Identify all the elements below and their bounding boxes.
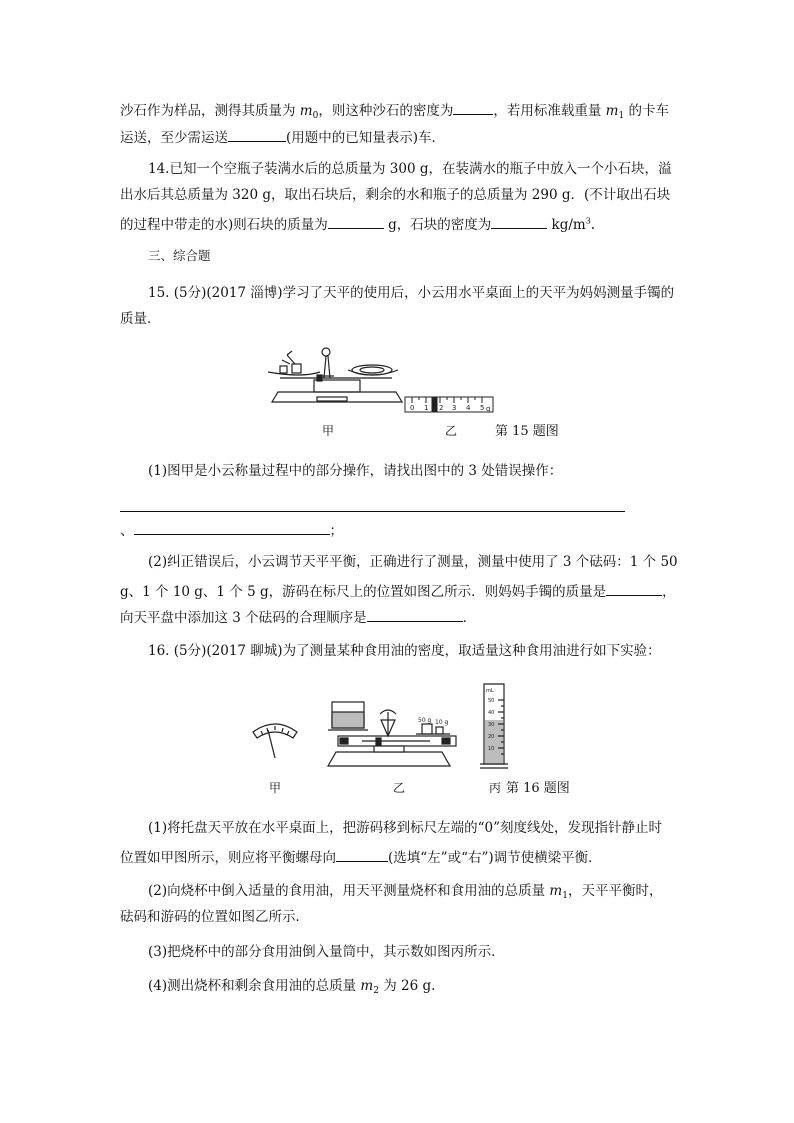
cyl-tick-10: 10 (488, 746, 495, 752)
cyl-tick-40: 40 (488, 710, 495, 716)
q15-fig-label-yi: 乙 (445, 424, 458, 438)
q15-p2-line-2: g、1 个 10 g、1 个 5 g，游码在标尺上的位置如图乙所示．则妈妈手镯的质量是 ， (120, 584, 676, 600)
q16-p3: (3)把烧杯中的部分食用油倒入量筒中，其示数如图丙所示． (148, 944, 505, 960)
q15-answer-line-1[interactable] (120, 511, 625, 512)
q15-p2-line-3: 向天平盘中添加这 3 个砝码的合理顺序是 ． (120, 610, 477, 626)
q14-mass-blank[interactable] (328, 215, 384, 229)
cyl-unit: mL (486, 688, 494, 694)
q16-weight-10g: 10 g (435, 719, 449, 726)
q15-balance-figure (262, 340, 415, 420)
q16-direction-blank[interactable] (336, 848, 388, 862)
q13-line-1: 沙石作为样品，测得其质量为 $m_0$，则这种沙石的密度为 ，若用标准载重量 $m_1$ 的卡车 (120, 103, 669, 121)
q16-p1-line-2: 位置如甲图所示，则应将平衡螺母向 (选填“左”或“右”)调节使横梁平衡． (120, 850, 602, 866)
q14-line-3: 的过程中带走的水)则石块的质量为 g，石块的密度为 $kg/m^3$. (120, 216, 596, 233)
rider-unit: g (486, 405, 491, 413)
q15-fig-label-jia: 甲 (322, 424, 335, 438)
q15-answer-blank-3[interactable] (134, 521, 330, 535)
q16-fig-label-jia: 甲 (269, 781, 282, 795)
cyl-tick-20: 20 (488, 734, 495, 740)
rider-tick-0: 0 (410, 404, 415, 412)
q15-order-blank[interactable] (367, 608, 463, 622)
q15-mass-blank[interactable] (606, 582, 662, 596)
q15-fig-title: 第 15 题图 (495, 424, 559, 439)
rider-tick-2: 2 (439, 404, 444, 412)
rider-tick-4: 4 (466, 404, 471, 412)
cyl-tick-30: 30 (488, 722, 495, 728)
q16-fig-title: 第 16 题图 (506, 781, 570, 796)
q16-p2-line-2: 砝码和游码的位置如图乙所示． (120, 909, 309, 925)
q16-pointer-dial-figure (250, 718, 300, 758)
q14-density-blank[interactable] (491, 215, 547, 229)
q16-p1-line-1: (1)将托盘天平放在水平桌面上，把游码移到标尺左端的“0”刻度线处，发现指针静止时 (148, 820, 663, 836)
rider-tick-5: 5 (480, 404, 485, 412)
q16-line-1: 16. (5分)(2017 聊城)为了测量某种食用油的密度，取适量这种食用油进行如下实验： (148, 643, 661, 659)
rider-tick-3: 3 (452, 404, 457, 412)
q15-answer-line-2: 、 ； (120, 523, 343, 539)
q13-line-2: 运送，至少需运送 (用题中的已知量表示)车． (120, 130, 446, 146)
q13-trips-blank[interactable] (228, 128, 286, 142)
q14-line-2: 出水后其总质量为 320 g，取出石块后，剩余的水和瓶子的总质量为 290 g．(不计取出石块 (120, 187, 671, 203)
q16-p2-line-1: (2)向烧杯中倒入适量的食用油，用天平测量烧杯和食用油的总质量 $m_1$，天平平衡时， (148, 883, 663, 901)
q13-density-blank[interactable] (453, 101, 493, 115)
m0-symbol: m (299, 103, 313, 119)
q15-p1: (1)图甲是小云称量过程中的部分操作，请找出图中的 3 处错误操作： (148, 463, 563, 479)
q15-line-1: 15. (5分)(2017 淄博)学习了天平的使用后，小云用水平桌面上的天平为妈妈测量手镯的 (148, 285, 675, 301)
q16-p4: (4)测出烧杯和剩余食用油的总质量 $m_2$ 为 26 g. (148, 978, 436, 996)
q14-line-1: 14.已知一个空瓶子装满水后的总质量为 300 g，在装满水的瓶子中放入一个小石块，溢 (148, 161, 672, 177)
q15-rider-scale-figure (404, 395, 496, 415)
q16-balance-figure (318, 700, 460, 772)
q15-line-2: 质量． (120, 311, 161, 327)
q16-fig-label-yi: 乙 (393, 781, 406, 795)
q16-fig-label-bing: 丙 (489, 781, 502, 795)
q16-weight-50g: 50 g (418, 717, 432, 724)
cyl-tick-50: 50 (488, 698, 495, 704)
rider-tick-1: 1 (424, 404, 429, 412)
q16-cylinder-figure (478, 680, 512, 772)
section-title: 三、综合题 (148, 248, 211, 263)
q15-p2-line-1: (2)纠正错误后，小云调节天平平衡，正确进行了测量，测量中使用了 3 个砝码：1 个 50 (148, 554, 678, 570)
